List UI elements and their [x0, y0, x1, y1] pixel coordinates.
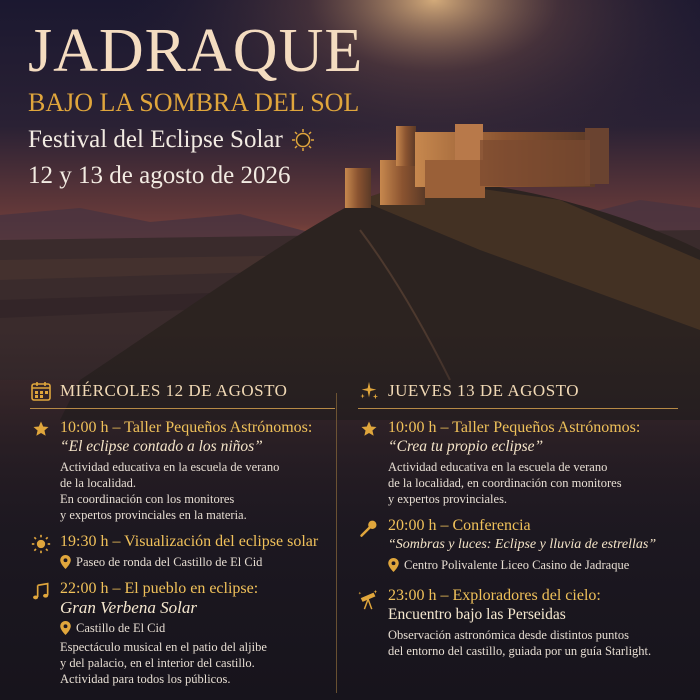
event-subtitle: Encuentro bajo las Perseidas — [388, 606, 566, 623]
event-title: 19:30 h – Visualización del eclipse solar — [60, 533, 319, 550]
event-title: 22:00 h – El pueblo en eclipse: — [60, 580, 259, 597]
event-item — [30, 419, 335, 523]
event-subtitle: Gran Verbena Solar — [60, 598, 197, 617]
event-subtitle: “El eclipse contado a los niños” — [60, 438, 263, 455]
sparkles-icon — [358, 380, 380, 402]
subtitle: BAJO LA SOMBRA DEL SOL — [28, 88, 360, 117]
map-pin-icon — [60, 621, 71, 635]
event-title: 10:00 h – Taller Pequeños Astrónomos: — [60, 419, 313, 436]
event-item — [30, 580, 335, 687]
event-location: Paseo de ronda del Castillo de El Cid — [60, 554, 335, 570]
event-item — [358, 517, 678, 573]
day-column-thursday — [358, 380, 678, 659]
event-location: Castillo de El Cid — [60, 620, 335, 636]
event-description: Actividad educativa en la escuela de verano de la localidad. En coordinación con los monitores y expertos provinciales en la materia. — [60, 460, 280, 522]
telescope-icon — [358, 588, 380, 612]
day-column-wednesday — [30, 380, 335, 687]
microphone-icon — [359, 518, 379, 540]
star-icon — [360, 420, 378, 438]
poster-header — [28, 18, 363, 190]
event-title: 20:00 h – Conferencia — [388, 517, 531, 534]
day-heading-label: MIÉRCOLES 12 DE AGOSTO — [60, 381, 288, 400]
event-item — [358, 587, 678, 659]
page-title: JADRAQUE — [28, 17, 364, 85]
event-description: Espectáculo musical en el patio del aljibe y del palacio, en el interior del castillo. Actividad para todos los públicos. — [60, 640, 267, 686]
festival-label: Festival del Eclipse Solar — [28, 126, 283, 153]
event-location: Centro Polivalente Liceo Casino de Jadraque — [388, 557, 678, 573]
event-description: Actividad educativa en la escuela de verano de la localidad, en coordinación con monitores y expertos provinciales. — [388, 460, 622, 506]
event-title: 23:00 h – Exploradores del cielo: — [388, 587, 601, 604]
event-item — [30, 533, 335, 570]
map-pin-icon — [388, 558, 399, 572]
sun-icon — [31, 534, 51, 554]
event-subtitle: “Crea tu propio eclipse” — [388, 438, 544, 455]
map-pin-icon — [60, 555, 71, 569]
eclipse-icon — [291, 128, 315, 152]
event-item — [358, 419, 678, 507]
festival-dates: 12 y 13 de agosto de 2026 — [28, 162, 291, 189]
day-heading — [30, 380, 335, 409]
event-description: Observación astronómica desde distintos puntos del entorno del castillo, guiada por un guía Starlight. — [388, 628, 652, 658]
event-title: 10:00 h – Taller Pequeños Astrónomos: — [388, 419, 641, 436]
calendar-icon — [30, 380, 52, 402]
music-note-icon — [31, 581, 51, 603]
star-icon — [32, 420, 50, 438]
festival-name — [28, 126, 363, 154]
day-heading-label: JUEVES 13 DE AGOSTO — [388, 381, 580, 400]
column-divider — [336, 393, 337, 693]
day-heading — [358, 380, 678, 409]
event-subtitle: “Sombras y luces: Eclipse y lluvia de estrellas” — [388, 537, 657, 552]
